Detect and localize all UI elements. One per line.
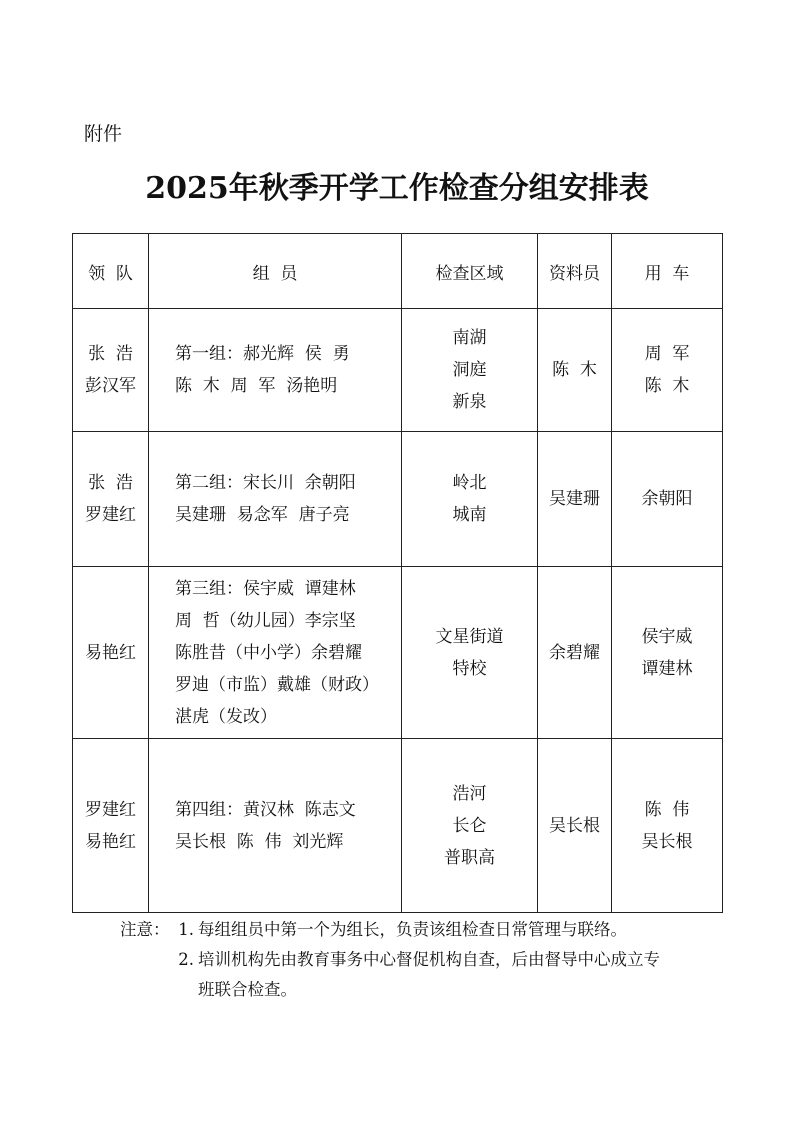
leader-name: 张 浩 xyxy=(88,473,133,493)
materials-cell xyxy=(538,567,612,739)
member-line: 吴建珊 易念军 唐子亮 xyxy=(175,505,350,525)
vehicle-cell xyxy=(612,567,723,739)
note-number: 2. xyxy=(178,950,194,969)
vehicle-cell xyxy=(612,739,723,913)
member-line: 湛虎（发改） xyxy=(175,706,277,727)
vehicle-name: 余朝阳 xyxy=(641,489,693,509)
note-number: 1. xyxy=(178,920,194,939)
vehicle-cell xyxy=(612,309,723,432)
member-line: 吴长根 陈 伟 刘光辉 xyxy=(175,831,344,852)
vehicle-name: 周 军 xyxy=(644,344,690,364)
area-cell xyxy=(402,567,538,739)
vehicle-name: 陈 木 xyxy=(644,376,690,396)
member-line: 第三组：侯宇威 谭建林 xyxy=(175,578,356,599)
document-title: 2025年秋季开学工作检查分组安排表 xyxy=(145,171,649,206)
schedule-table xyxy=(72,233,723,913)
members-cell xyxy=(149,432,402,567)
vehicle-cell xyxy=(612,432,723,567)
notes-label: 注意： xyxy=(120,920,170,939)
area-name: 城南 xyxy=(452,505,487,525)
materials-cell xyxy=(538,309,612,432)
note-text: 培训机构先由教育事务中心督促机构自查，后由督导中心成立专 xyxy=(198,950,660,969)
attachment-label: 附件 xyxy=(84,123,123,145)
members-cell xyxy=(149,567,402,739)
leader-name: 张 浩 xyxy=(88,344,133,364)
note-item xyxy=(120,945,660,975)
header-vehicle: 用 车 xyxy=(612,234,723,309)
member-line: 第二组：宋长川 余朝阳 xyxy=(175,473,356,493)
member-line: 陈 木 周 军 汤艳明 xyxy=(175,376,338,396)
materials-name: 余碧耀 xyxy=(549,642,600,663)
area-name: 长仑 xyxy=(452,815,487,836)
area-name: 文星街道 xyxy=(435,626,504,647)
materials-name: 吴建珊 xyxy=(549,489,600,509)
header-leader: 领 队 xyxy=(73,234,149,309)
leader-cell xyxy=(73,432,149,567)
header-area: 检查区域 xyxy=(402,234,538,309)
area-name: 岭北 xyxy=(452,473,487,493)
area-cell xyxy=(402,309,538,432)
area-cell xyxy=(402,432,538,567)
vehicle-name: 吴长根 xyxy=(641,831,693,852)
leader-name: 彭汉军 xyxy=(85,376,136,396)
members-cell xyxy=(149,739,402,913)
table-row xyxy=(73,309,723,432)
vehicle-name: 侯宇威 xyxy=(641,626,693,647)
area-name: 新泉 xyxy=(452,392,487,412)
vehicle-name: 陈 伟 xyxy=(644,799,690,820)
table-row xyxy=(73,432,723,567)
table-row xyxy=(73,567,723,739)
materials-name: 吴长根 xyxy=(549,815,600,836)
area-name: 南湖 xyxy=(452,328,487,348)
member-line: 周 哲（幼儿园）李宗坚 xyxy=(175,610,356,631)
materials-cell xyxy=(538,739,612,913)
area-name: 特校 xyxy=(452,658,487,679)
notes xyxy=(120,915,660,1005)
materials-cell xyxy=(538,432,612,567)
header-materials: 资料员 xyxy=(538,234,612,309)
member-line: 第一组：郝光辉 侯 勇 xyxy=(175,344,350,364)
leader-name: 罗建红 xyxy=(85,799,136,820)
note-text: 每组组员中第一个为组长，负责该组检查日常管理与联络。 xyxy=(198,920,627,939)
note-continuation: 班联合检查。 xyxy=(198,980,297,999)
note-item xyxy=(120,915,660,945)
header-members: 组 员 xyxy=(149,234,402,309)
leader-cell xyxy=(73,739,149,913)
leader-name: 易艳红 xyxy=(85,831,136,852)
vehicle-name: 谭建林 xyxy=(641,658,693,679)
leader-cell xyxy=(73,567,149,739)
member-line: 第四组：黄汉林 陈志文 xyxy=(175,799,356,820)
area-name: 普职高 xyxy=(444,847,495,868)
member-line: 罗迪（市监）戴雄（财政） xyxy=(175,674,379,695)
table-header-row xyxy=(73,234,723,309)
leader-cell xyxy=(73,309,149,432)
leader-name: 罗建红 xyxy=(85,505,136,525)
area-name: 浩河 xyxy=(452,783,487,804)
member-line: 陈胜昔（中小学）余碧耀 xyxy=(175,642,362,663)
area-cell xyxy=(402,739,538,913)
table-row xyxy=(73,739,723,913)
leader-name: 易艳红 xyxy=(85,642,136,663)
area-name: 洞庭 xyxy=(452,360,487,380)
members-cell xyxy=(149,309,402,432)
materials-name: 陈 木 xyxy=(552,360,597,380)
